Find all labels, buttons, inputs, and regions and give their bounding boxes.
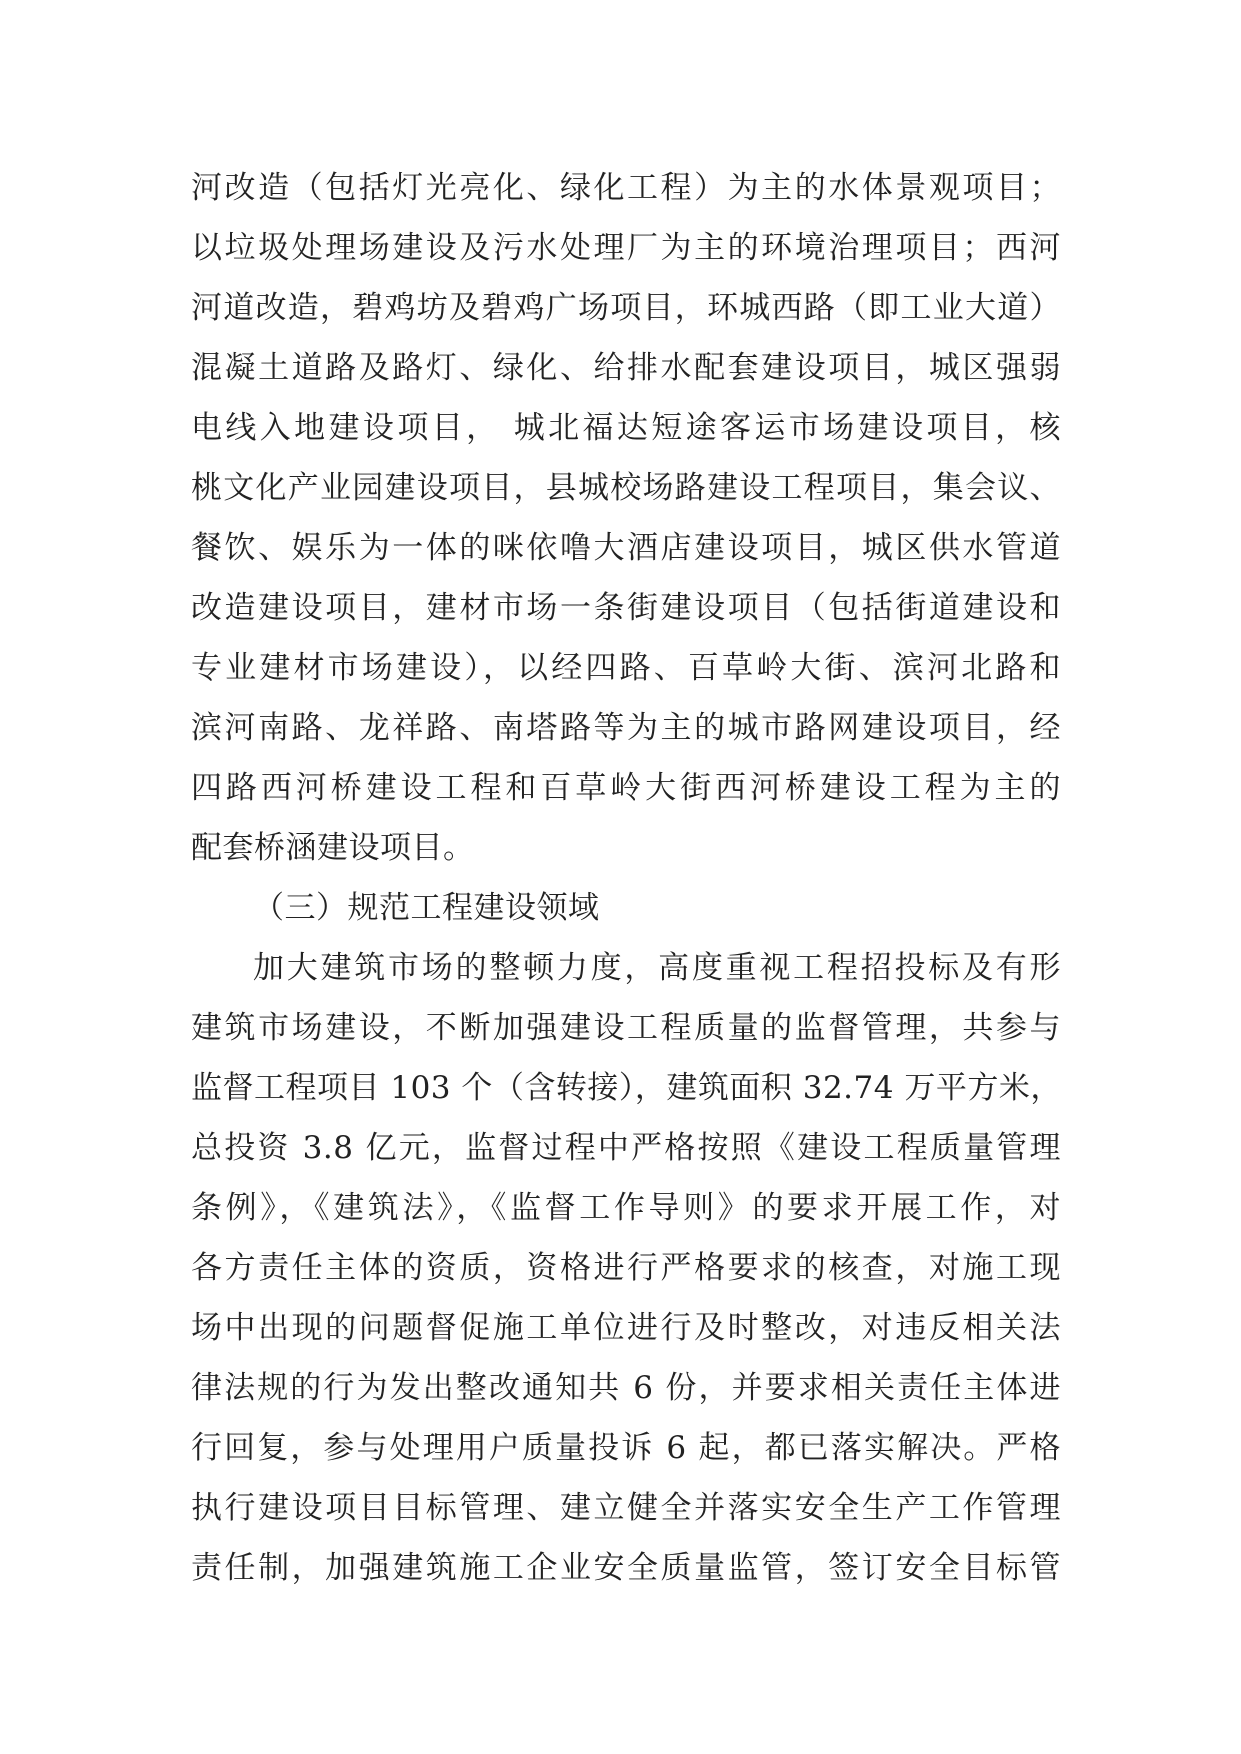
text-line: 桃文化产业园建设项目，县城校场路建设工程项目，集会议、: [191, 470, 1061, 506]
text-line: 河道改造，碧鸡坊及碧鸡广场项目，环城西路（即工业大道）: [191, 290, 1061, 326]
text-line: 专业建材市场建设），以经四路、百草岭大街、滨河北路和: [191, 650, 1061, 686]
text-line: 律法规的行为发出整改通知共 6 份，并要求相关责任主体进: [191, 1370, 1061, 1406]
text-line: 执行建设项目目标管理、建立健全并落实安全生产工作管理: [191, 1490, 1061, 1526]
text-line: 餐饮、娱乐为一体的咪依噜大酒店建设项目，城区供水管道: [191, 530, 1061, 566]
text-line: 混凝土道路及路灯、绿化、给排水配套建设项目，城区强弱: [191, 350, 1061, 386]
text-line: 条例》，《建筑法》，《监督工作导则》的要求开展工作，对: [191, 1190, 1061, 1226]
text-line: 建筑市场建设，不断加强建设工程质量的监督管理，共参与: [191, 1010, 1061, 1046]
text-line: 总投资 3.8 亿元，监督过程中严格按照《建设工程质量管理: [191, 1130, 1061, 1166]
body-text: [191, 158, 1061, 1598]
text-line: 监督工程项目 103 个（含转接），建筑面积 32.74 万平方米，: [191, 1070, 1062, 1106]
text-line: 加大建筑市场的整顿力度，高度重视工程招投标及有形: [253, 950, 1061, 986]
text-line: 配套桥涵建设项目。: [191, 830, 475, 866]
text-line: 责任制，加强建筑施工企业安全质量监管，签订安全目标管: [191, 1550, 1061, 1586]
text-line: 以垃圾处理场建设及污水处理厂为主的环境治理项目；西河: [191, 230, 1061, 266]
section-heading: （三）规范工程建设领域: [253, 890, 600, 926]
text-line: 场中出现的问题督促施工单位进行及时整改，对违反相关法: [191, 1310, 1061, 1346]
text-line: 行回复，参与处理用户质量投诉 6 起，都已落实解决。严格: [191, 1430, 1061, 1466]
text-line: 各方责任主体的资质，资格进行严格要求的核查，对施工现: [191, 1250, 1061, 1286]
text-line: 电线入地建设项目， 城北福达短途客运市场建设项目，核: [191, 410, 1061, 446]
text-line: 河改造（包括灯光亮化、绿化工程）为主的水体景观项目；: [191, 170, 1061, 206]
text-line: 改造建设项目，建材市场一条街建设项目（包括街道建设和: [191, 590, 1061, 626]
text-line: 四路西河桥建设工程和百草岭大街西河桥建设工程为主的: [191, 770, 1061, 806]
text-line: 滨河南路、龙祥路、南塔路等为主的城市路网建设项目，经: [191, 710, 1061, 746]
